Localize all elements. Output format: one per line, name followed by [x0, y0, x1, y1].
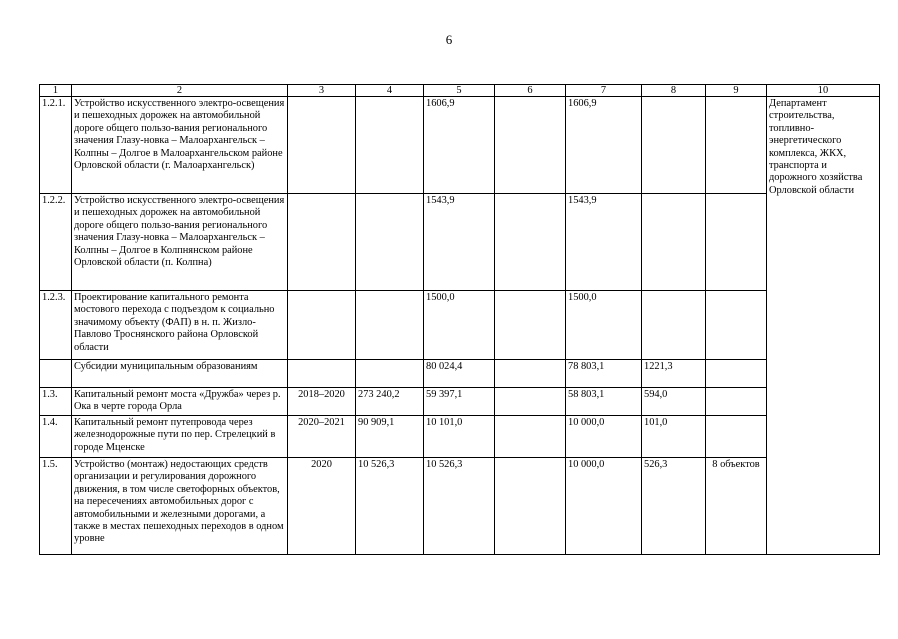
row-number: 1.2.3. [40, 291, 72, 360]
row-years: 2020 [288, 458, 356, 555]
row-name: Устройство (монтаж) недостающих средств организации и регулирования дорожного движения, в том числе светофорных объектов, на пересечениях автомобильных дорог с автомобильными и железными дорогами, а также в местах пешеходных переходов в одном уровне [72, 458, 288, 555]
table-row [40, 458, 880, 555]
row-col7: 10 000,0 [566, 458, 642, 555]
row-col8 [642, 194, 706, 291]
row-total [356, 97, 424, 194]
row-col8 [642, 97, 706, 194]
header-cell: 4 [356, 85, 424, 97]
row-years: 2020–2021 [288, 416, 356, 458]
table-row [40, 194, 880, 291]
row-number: 1.4. [40, 416, 72, 458]
row-total: 90 909,1 [356, 416, 424, 458]
row-col7: 1606,9 [566, 97, 642, 194]
row-col6 [495, 360, 566, 388]
row-col6 [495, 458, 566, 555]
row-number [40, 360, 72, 388]
header-cell: 5 [424, 85, 495, 97]
row-name: Капитальный ремонт моста «Дружба» через р. Ока в черте города Орла [72, 388, 288, 416]
header-cell: 6 [495, 85, 566, 97]
row-total [356, 291, 424, 360]
row-name: Субсидии муниципальным образованиям [72, 360, 288, 388]
row-col8: 101,0 [642, 416, 706, 458]
row-years [288, 194, 356, 291]
row-col6 [495, 97, 566, 194]
row-col5: 10 526,3 [424, 458, 495, 555]
row-col7: 10 000,0 [566, 416, 642, 458]
row-total: 10 526,3 [356, 458, 424, 555]
header-cell: 2 [72, 85, 288, 97]
row-col8: 594,0 [642, 388, 706, 416]
row-name: Устройство искусственного электро-освещения и пешеходных дорожек на автомобильной дороге общего пользо-вания регионального значения Глазу-новка – Малоархангельск – Колпны – Долгое в Колпнянском районе Орловской области (п. Колпна) [72, 194, 288, 291]
row-years [288, 97, 356, 194]
table-row [40, 291, 880, 360]
row-col6 [495, 388, 566, 416]
row-col9 [706, 416, 767, 458]
row-col9 [706, 291, 767, 360]
row-total [356, 194, 424, 291]
header-cell: 10 [767, 85, 880, 97]
row-col7: 1500,0 [566, 291, 642, 360]
row-col7: 78 803,1 [566, 360, 642, 388]
row-col9 [706, 194, 767, 291]
row-col9 [706, 360, 767, 388]
row-col8: 526,3 [642, 458, 706, 555]
row-name: Устройство искусственного электро-освещения и пешеходных дорожек на автомобильной дороге общего пользо-вания регионального значения Глазу-новка – Малоархангельск – Колпны – Долгое в Малоархангельском районе Орловской области (г. Малоархангельск) [72, 97, 288, 194]
row-years [288, 360, 356, 388]
row-col9 [706, 97, 767, 194]
row-col6 [495, 194, 566, 291]
row-col9 [706, 388, 767, 416]
page-number: 6 [445, 32, 453, 47]
header-cell: 9 [706, 85, 767, 97]
row-years [288, 291, 356, 360]
row-col5: 59 397,1 [424, 388, 495, 416]
row-number: 1.2.2. [40, 194, 72, 291]
row-col8 [642, 291, 706, 360]
row-col5: 1543,9 [424, 194, 495, 291]
row-total [356, 360, 424, 388]
table-row [40, 388, 880, 416]
row-years: 2018–2020 [288, 388, 356, 416]
row-col7: 58 803,1 [566, 388, 642, 416]
row-col9: 8 объектов [706, 458, 767, 555]
header-cell: 1 [40, 85, 72, 97]
header-cell: 8 [642, 85, 706, 97]
row-number: 1.5. [40, 458, 72, 555]
table-row [40, 97, 880, 194]
executor-cell: Департамент строительства, топливно-энергетического комплекса, ЖКХ, транспорта и дорожного хозяйства Орловской области [767, 97, 880, 555]
row-number: 1.3. [40, 388, 72, 416]
program-table [39, 84, 880, 555]
row-total: 273 240,2 [356, 388, 424, 416]
header-cell: 7 [566, 85, 642, 97]
row-col6 [495, 416, 566, 458]
row-col5: 10 101,0 [424, 416, 495, 458]
row-col5: 1500,0 [424, 291, 495, 360]
row-name: Капитальный ремонт путепровода через железнодорожные пути по пер. Стрелецкий в городе Мценске [72, 416, 288, 458]
row-name: Проектирование капитального ремонта мостового перехода с подъездом к социально значимому объекту (ФАП) в н. п. Жизло-Павлово Троснянского района Орловской области [72, 291, 288, 360]
row-col7: 1543,9 [566, 194, 642, 291]
row-col5: 80 024,4 [424, 360, 495, 388]
row-col6 [495, 291, 566, 360]
header-cell: 3 [288, 85, 356, 97]
row-number: 1.2.1. [40, 97, 72, 194]
table-row [40, 360, 880, 388]
row-col5: 1606,9 [424, 97, 495, 194]
row-col8: 1221,3 [642, 360, 706, 388]
header-row [40, 85, 880, 97]
table-row [40, 416, 880, 458]
